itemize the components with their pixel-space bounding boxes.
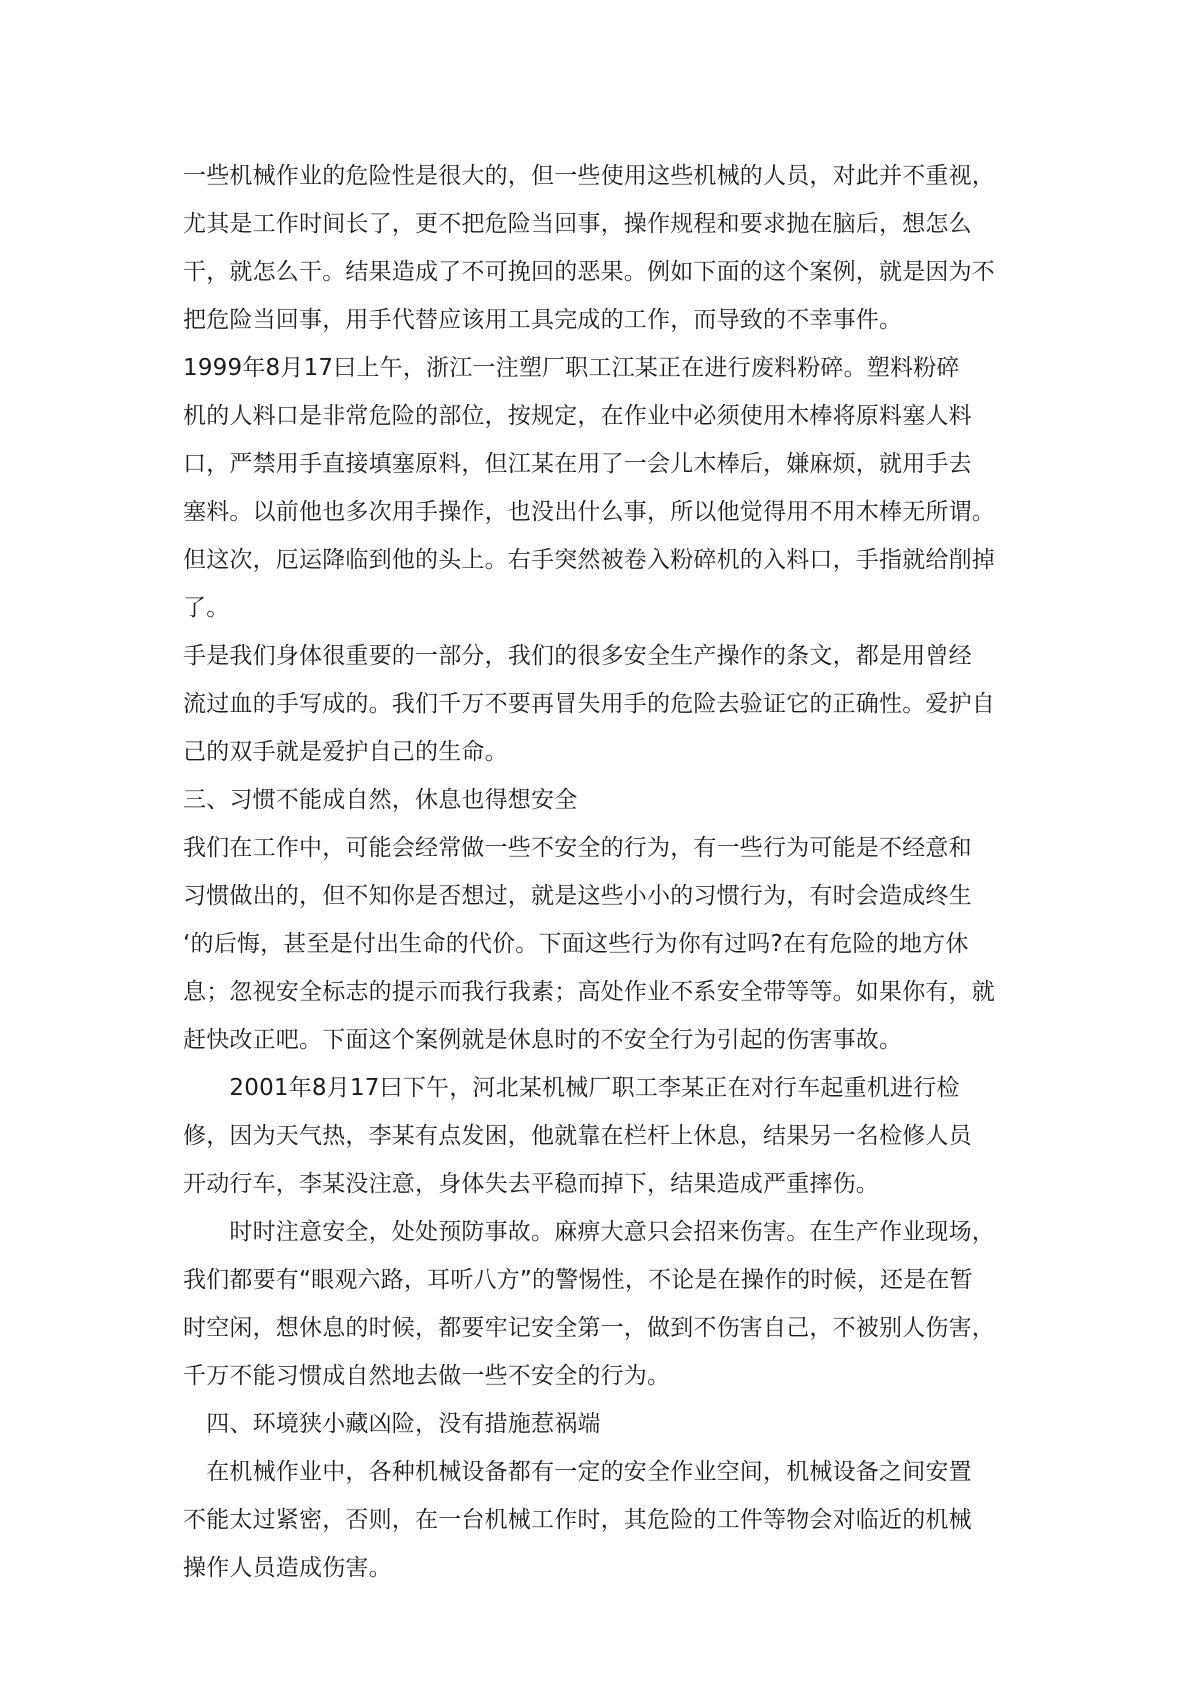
text-line: 了。 — [183, 595, 230, 621]
text-line: 我们都要有“眼观六路，耳听八方”的警惕性，不论是在操作的时候，还是在暂 — [183, 1267, 973, 1293]
text-line: 干，就怎么干。结果造成了不可挽回的恶果。例如下面的这个案例，就是因为不 — [183, 259, 995, 285]
text-line: 一些机械作业的危险性是很大的，但一些使用这些机械的人员，对此并不重视， — [183, 163, 995, 189]
text-line: 在机械作业中，各种机械设备都有一定的安全作业空间，机械设备之间安置 — [183, 1459, 972, 1485]
text-line: 流过血的手写成的。我们千万不要再冒失用手的危险去验证它的正确性。爱护自 — [183, 691, 995, 717]
text-line: ‘的后悔，甚至是付出生命的代价。下面这些行为你有过吗?在有危险的地方休 — [183, 931, 969, 957]
text-line: 己的双手就是爱护自己的生命。 — [183, 739, 508, 765]
text-line: 赶快改正吧。下面这个案例就是休息时的不安全行为引起的伤害事故。 — [183, 1027, 903, 1053]
text-line: 千万不能习惯成自然地去做一些不安全的行为。 — [183, 1363, 671, 1389]
text-line: 2001年8月17曰下午，河北某机械厂职工李某正在对行车起重机进行检 — [183, 1075, 960, 1101]
text-line: 习惯做出的，但不知你是否想过，就是这些小小的习惯行为，有时会造成终生 — [183, 883, 972, 909]
text-line: 时时注意安全，处处预防事故。麻痹大意只会招来伤害。在生产作业现场， — [183, 1219, 995, 1245]
text-line: 尤其是工作时间长了，更不把危险当回事，操作规程和要求抛在脑后，想怎么 — [183, 211, 972, 237]
text-line: 操作人员造成伤害。 — [183, 1555, 392, 1581]
text-line: 不能太过紧密，否则，在一台机械工作时，其危险的工件等物会对临近的机械 — [183, 1507, 972, 1533]
text-line: 1999年8月17曰上午，浙江一注塑厂职工江某正在进行废料粉碎。塑料粉碎 — [183, 355, 960, 381]
text-line: 口，严禁用手直接填塞原料，但江某在用了一会儿木棒后，嫌麻烦，就用手去 — [183, 451, 972, 477]
text-line: 息；忽视安全标志的提示而我行我素；高处作业不系安全带等等。如果你有，就 — [183, 979, 995, 1005]
section-heading: 四、环境狭小藏凶险，没有措施惹祸端 — [183, 1411, 601, 1437]
text-line: 但这次，厄运降临到他的头上。右手突然被卷入粉碎机的入料口，手指就给削掉 — [183, 547, 995, 573]
text-line: 把危险当回事，用手代替应该用工具完成的工作，而导致的不幸事件。 — [183, 307, 903, 333]
text-line: 机的人料口是非常危险的部位，按规定，在作业中必须使用木棒将原料塞人料 — [183, 403, 972, 429]
document-body — [183, 152, 1043, 1592]
text-line: 我们在工作中，可能会经常做一些不安全的行为，有一些行为可能是不经意和 — [183, 835, 972, 861]
text-line: 修，因为天气热，李某有点发困，他就靠在栏杆上休息，结果另一名检修人员 — [183, 1123, 972, 1149]
text-line: 手是我们身体很重要的一部分，我们的很多安全生产操作的条文，都是用曾经 — [183, 643, 972, 669]
text-line: 塞料。以前他也多次用手操作，也没出什么事，所以他觉得用不用木棒无所谓。 — [183, 499, 995, 525]
section-heading: 三、习惯不能成自然，休息也得想安全 — [183, 787, 578, 813]
text-line: 开动行车，李某没注意，身体失去平稳而掉下，结果造成严重摔伤。 — [183, 1171, 879, 1197]
text-line: 时空闲，想休息的时候，都要牢记安全第一，做到不伤害自己，不被别人伤害， — [183, 1315, 995, 1341]
